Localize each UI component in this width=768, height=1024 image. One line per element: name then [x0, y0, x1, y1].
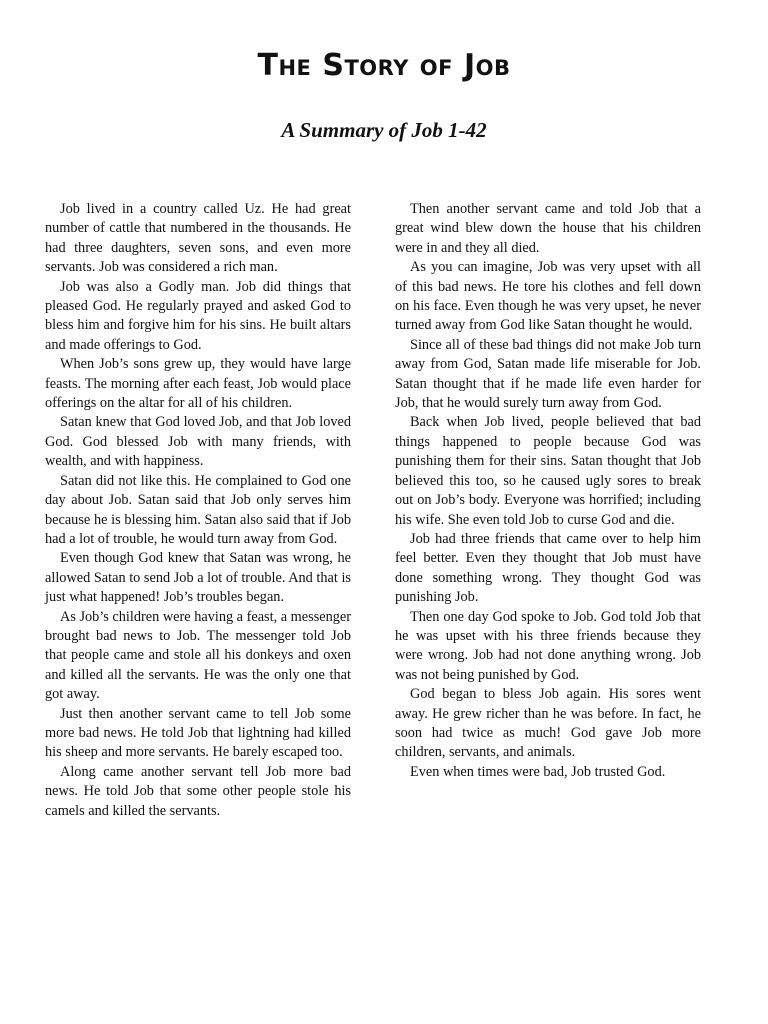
- paragraph: Job was also a Godly man. Job did things that pleased God. He regularly prayed and asked God to bless him and forgive him for his sins. He built altars and made offerings to God.: [45, 278, 351, 353]
- left-column: [45, 200, 351, 821]
- paragraph: When Job’s sons grew up, they would have large feasts. The morning after each feast, Job would place offerings on the altar for all of his children.: [45, 356, 351, 412]
- paragraph: Satan knew that God loved Job, and that Job loved God. God blessed Job with many friends, with wealth, and with happiness.: [45, 414, 351, 470]
- paragraph: God began to bless Job again. His sores went away. He grew richer than he was before. In fact, he soon had twice as much! God gave Job more children, servants, and animals.: [395, 686, 701, 761]
- paragraph: Back when Job lived, people believed that bad things happened to people because God was punishing them for their sins. Satan thought that Job believed this too, so he caused ugly sores to break out on Job’s body. Everyone was horrified; including his wife. She even told Job to curse God and die.: [395, 414, 701, 528]
- paragraph: Satan did not like this. He complained to God one day about Job. Satan said that Job only serves him because he is blessing him. Satan also said that if Job had a lot of trouble, he would turn away from God.: [45, 472, 351, 547]
- paragraph: Even when times were bad, Job trusted God.: [410, 763, 666, 780]
- paragraph: Job had three friends that came over to help him feel better. Even they thought that Job must have done something wrong. They thought God was punishing Job.: [395, 530, 701, 606]
- right-column: [395, 200, 701, 782]
- page-title: The Story of Job: [257, 48, 511, 83]
- paragraph: As you can imagine, Job was very upset with all of this bad news. He tore his clothes and fell down on his face. Even though he was very upset, he never turned away from God like Satan thought he would.: [395, 259, 701, 334]
- paragraph: Job lived in a country called Uz. He had great number of cattle that numbered in the thousands. He had three daughters, seven sons, and even more servants. Job was considered a rich man.: [45, 201, 351, 276]
- paragraph: Since all of these bad things did not make Job turn away from God, Satan made life miserable for Job. Satan thought that if he made life even harder for Job, that he would surely turn away from God.: [395, 336, 701, 412]
- paragraph: As Job’s children were having a feast, a messenger brought bad news to Job. The messenger told Job that people came and stole all his donkeys and oxen and killed all the servants. He was the only one that got away.: [45, 608, 352, 703]
- paragraph: Just then another servant came to tell Job some more bad news. He told Job that lightning had killed his sheep and more servants. He barely escaped too.: [45, 705, 351, 761]
- paragraph: Then one day God spoke to Job. God told Job that he was upset with his three friends because they were wrong. Job had not done anything wrong. Job was not being punished by God.: [395, 608, 701, 683]
- paragraph: Then another servant came and told Job that a great wind blew down the house that his children were in and they all died.: [395, 201, 701, 256]
- page-subtitle: A Summary of Job 1-42: [281, 118, 487, 142]
- paragraph: Along came another servant tell Job more bad news. He told Job that some other people stole his camels and killed the servants.: [45, 763, 351, 819]
- paragraph: Even though God knew that Satan was wrong, he allowed Satan to send Job a lot of trouble. And that is just what happened! Job’s troubles began.: [45, 550, 351, 606]
